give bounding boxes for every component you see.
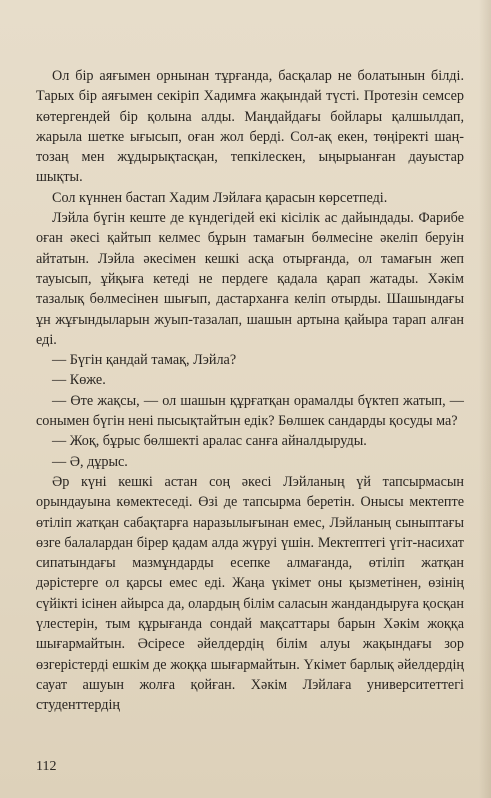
paragraph: Лэйла бүгін кеште де күндегідей екі кісілік ас дайындады. Фарибе оған әкесі қайтып келмес бұрын тамағын бөлмесіне әкеліп беруін айтатын. Лэйла әкесімен кешкі асқа отырғанда, ол тамағын жеп тауысып, ұйқыға кетеді не пердеге қадала қарап жатады. Хәкім тазалық бөлмесінен шығып, дастарханға келіп отырды. Шашындағы ұн жұғындыларын жуып-тазалап, шашын артына қайыра тарап алған еді.: [36, 210, 464, 348]
dialogue-line: — Көже.: [52, 372, 106, 389]
page-edge-shadow: [479, 0, 491, 798]
dialogue-line: — Бүгін қандай тамақ, Лэйла?: [52, 352, 237, 369]
dialogue-line: — Өте жақсы, — ол шашын құрғатқан орамалды бүктеп жатып, — сонымен бүгін нені пысықтайтын едік? Бөлшек сандарды қосуды ма?: [36, 392, 464, 430]
dialogue-line: — Жоқ, бұрыс бөлшекті аралас санға айналдыруды.: [52, 433, 367, 450]
paragraph: Сол күннен бастап Хадим Лэйлаға қарасын көрсетпеді.: [52, 189, 388, 206]
page-number: 112: [36, 759, 57, 774]
dialogue-line: — Ә, дұрыс.: [52, 453, 128, 470]
paragraph: Әр күні кешкі астан соң әкесі Лэйланың үй тапсырмасын орындауына көмектеседі. Өзі де тапсырма беретін. Онысы мектепте өтіліп жатқан сабақтарға наразылығынан емес, Лэйланың сыныптағы өзге балалардан бірер қадам алда жүруі үшін. Мектептегі үгіт-насихат сипатындағы мазмұндарды есепке алмағанда, өтіліп жатқан дәрістерге ол қарсы емес еді. Жаңа үкімет оны қызметінен, өзінің сүйікті ісінен айырса да, олардың білім саласын жандандыруға қосқан үлестерін, тым құрығанда сондай мақсаттары барын Хәкім жоққа шығармайтын. Әсіресе әйелдердің білім алуы жақындағы зор өзгерістерді ешкім де жоққа шығармайтын. Үкімет барлық әйелдердің сауат ашуын жолға қойған. Хәкім Лэйлаға университеттегі студенттердің: [36, 473, 464, 714]
paragraph: Ол бір аяғымен орнынан тұрғанда, басқалар не болатынын білді. Тарых бір аяғымен секіріп Хадимға жақындай түсті. Протезін семсер көтергендей бір қолына алды. Маңдайдағы бойлары қалшылдап, жарыла шетке ығысып, оған жол берді. Сол-ақ екен, төңіректі шаң-тозаң мен жұдырықтасқан, тепкілескен, ыңырыанған дауыстар шықты.: [36, 68, 464, 186]
body-text: [36, 66, 464, 716]
